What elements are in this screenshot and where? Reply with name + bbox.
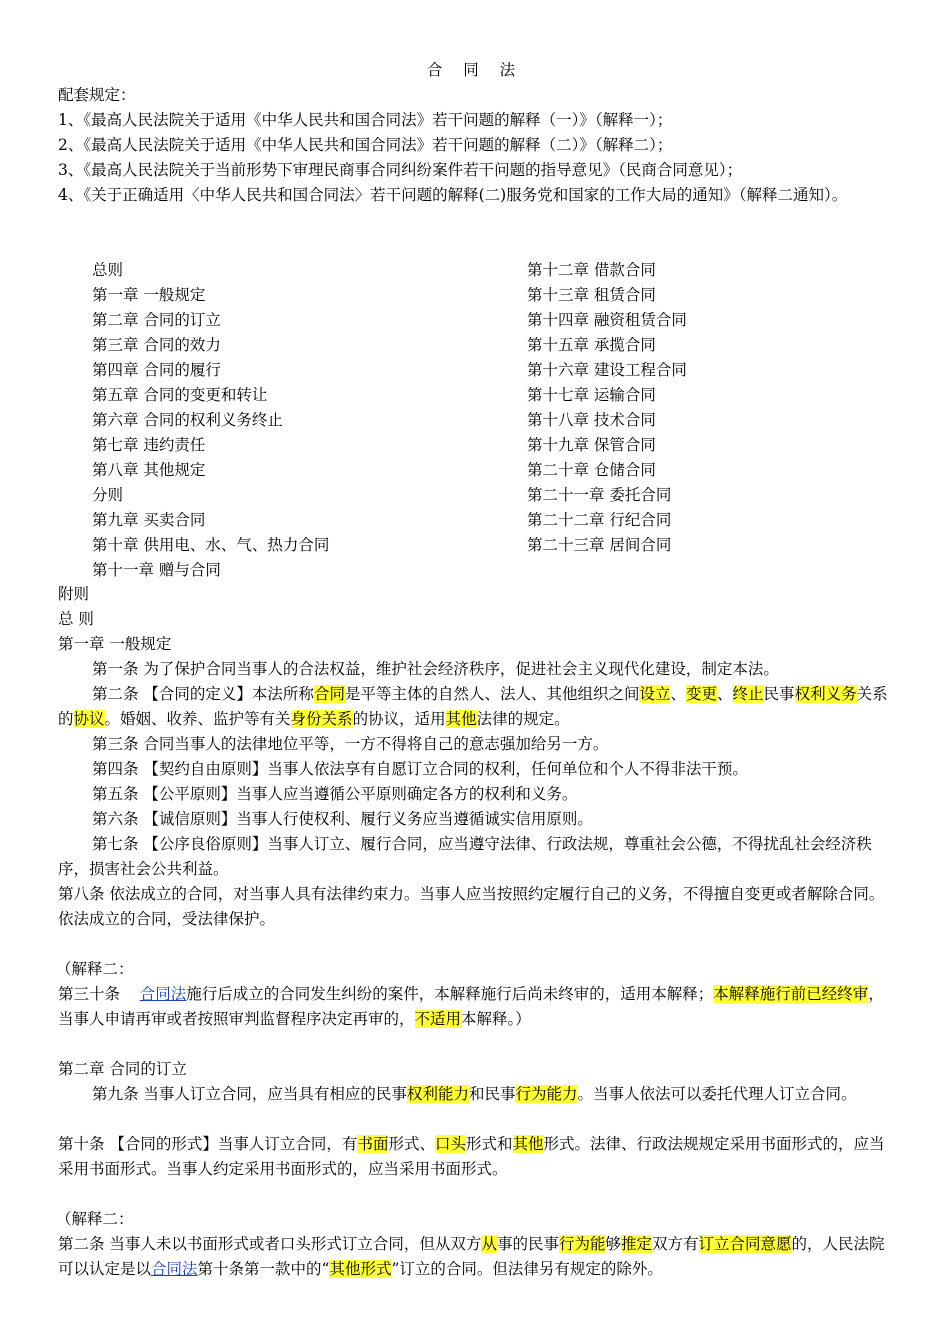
toc-left-item: 分则 [92, 486, 124, 504]
toc-left-item: 第五章 合同的变更和转让 [92, 386, 268, 404]
hetongfa-link[interactable]: 合同法 [151, 1260, 198, 1278]
highlight: 合同 [313, 685, 345, 703]
toc-left-item: 第二章 合同的订立 [92, 311, 221, 329]
supporting-item-4: 4、《关于正确适用〈中华人民共和国合同法〉若干问题的解释(二)服务党和国家的工作大局的通知》（解释二通知）。 [58, 186, 848, 204]
highlight: 权利能力 [406, 1085, 469, 1103]
chapter-2-title: 第二章 合同的订立 [58, 1060, 187, 1078]
highlight: 其他 [512, 1135, 544, 1153]
toc-left-item: 第七章 违约责任 [92, 436, 206, 454]
highlight: 权利义务 [794, 685, 857, 703]
note-1-head: （解释二： [56, 960, 134, 978]
note-1-body: 第三十条 合同法施行后成立的合同发生纠纷的案件，本解释施行后尚未终审的，适用本解释；本解释施行前已经终审，当事人申请再审或者按照审判监督程序决定再审的，不适用本解释。） [58, 985, 884, 1028]
toc-right-item: 第二十一章 委托合同 [527, 486, 672, 504]
article-2: 第二条 【合同的定义】本法所称合同是平等主体的自然人、法人、其他组织之间设立、变更、终止民事权利义务关系的协议。婚姻、收养、监护等有关身份关系的协议，适用其他法律的规定。 [58, 685, 888, 728]
highlight: 其他 [445, 710, 477, 728]
highlight: 身份关系 [290, 710, 353, 728]
toc-left-item: 总则 [92, 261, 124, 279]
toc-left-item: 第三章 合同的效力 [92, 336, 221, 354]
article-1: 第一条 为了保护合同当事人的合法权益，维护社会经济秩序，促进社会主义现代化建设，制定本法。 [92, 660, 779, 678]
article-4: 第四条 【契约自由原则】当事人依法享有自愿订立合同的权利，任何单位和个人不得非法干预。 [92, 760, 748, 778]
highlight: 不适用 [414, 1010, 462, 1028]
toc-left-item: 第八章 其他规定 [92, 461, 206, 479]
highlight: 行为能 [558, 1235, 606, 1253]
toc-left-item: 第一章 一般规定 [92, 286, 206, 304]
toc-right-item: 第十七章 运输合同 [527, 386, 656, 404]
toc-left-item: 第九章 买卖合同 [92, 511, 206, 529]
toc-right-item: 第二十三章 居间合同 [527, 536, 672, 554]
highlight: 本解释施行前已经终审 [713, 985, 869, 1003]
toc-right-item: 第十二章 借款合同 [527, 261, 656, 279]
toc-right-item: 第二十章 仓储合同 [527, 461, 656, 479]
supporting-item-2: 2、《最高人民法院关于适用《中华人民共和国合同法》若干问题的解释（二）》（解释二）； [58, 136, 673, 154]
highlight: 设立 [639, 685, 671, 703]
highlight: 终止 [732, 685, 764, 703]
toc-left-item: 第四章 合同的履行 [92, 361, 221, 379]
highlight: 协议 [73, 710, 105, 728]
note-2-head: （解释二： [56, 1210, 134, 1228]
highlight: 其他形式 [329, 1260, 392, 1278]
article-10: 第十条 【合同的形式】当事人订立合同，有书面形式、口头形式和其他形式。法律、行政法规规定采用书面形式的，应当采用书面形式。当事人约定采用书面形式的，应当采用书面形式。 [58, 1135, 885, 1178]
toc-left-item: 第十一章 赠与合同 [92, 561, 221, 579]
toc-left-item: 第十章 供用电、水、气、热力合同 [92, 536, 330, 554]
section-zongze: 总 则 [58, 610, 94, 628]
highlight: 书面 [357, 1135, 389, 1153]
article-7: 第七条 【公序良俗原则】当事人订立、履行合同，应当遵守法律、行政法规，尊重社会公德，不得扰乱社会经济秩序，损害社会公共利益。 [58, 835, 872, 878]
highlight: 口头 [434, 1135, 466, 1153]
article-5: 第五条 【公平原则】当事人应当遵循公平原则确定各方的权利和义务。 [92, 785, 578, 803]
chapter-1-title: 第一章 一般规定 [58, 635, 172, 653]
toc-right-item: 第十六章 建设工程合同 [527, 361, 687, 379]
article-6: 第六条 【诚信原则】当事人行使权利、履行义务应当遵循诚实信用原则。 [92, 810, 593, 828]
note-2-body: 第二条 当事人未以书面形式或者口头形式订立合同，但从双方从事的民事行为能够推定双方有订立合同意愿的，人民法院可以认定是以合同法第十条第一款中的“其他形式”订立的合同。但法律另有规定的除外。 [58, 1235, 885, 1278]
supporting-item-1: 1、《最高人民法院关于适用《中华人民共和国合同法》若干问题的解释（一）》（解释一）； [58, 111, 673, 129]
toc-right-item: 第十三章 租赁合同 [527, 286, 656, 304]
article-9: 第九条 当事人订立合同，应当具有相应的民事权利能力和民事行为能力。当事人依法可以委托代理人订立合同。 [92, 1085, 857, 1103]
toc-right-item: 第十九章 保管合同 [527, 436, 656, 454]
toc-right-item: 第十八章 技术合同 [527, 411, 656, 429]
highlight: 变更 [686, 685, 718, 703]
article-8: 第八条 依法成立的合同，对当事人具有法律约束力。当事人应当按照约定履行自己的义务，不得擅自变更或者解除合同。依法成立的合同，受法律保护。 [58, 885, 885, 928]
hetongfa-link[interactable]: 合同法 [139, 985, 187, 1003]
toc-right-item: 第十四章 融资租赁合同 [527, 311, 687, 329]
toc-right-item: 第十五章 承揽合同 [527, 336, 656, 354]
article-3: 第三条 合同当事人的法律地位平等，一方不得将自己的意志强加给另一方。 [92, 735, 609, 753]
toc-right-item: 第二十二章 行纪合同 [527, 511, 672, 529]
toc-left-item: 第六章 合同的权利义务终止 [92, 411, 283, 429]
highlight: 从 [481, 1235, 497, 1253]
supporting-heading: 配套规定： [58, 86, 136, 104]
supporting-item-3: 3、《最高人民法院关于当前形势下审理民商事合同纠纷案件若干问题的指导意见》（民商合同意见）； [58, 161, 743, 179]
document-title: 合 同 法 [426, 61, 524, 79]
highlight: 行为能力 [515, 1085, 578, 1103]
highlight: 订立合同意愿 [698, 1235, 792, 1253]
section-fuze: 附则 [58, 585, 90, 603]
highlight: 推定 [621, 1235, 653, 1253]
